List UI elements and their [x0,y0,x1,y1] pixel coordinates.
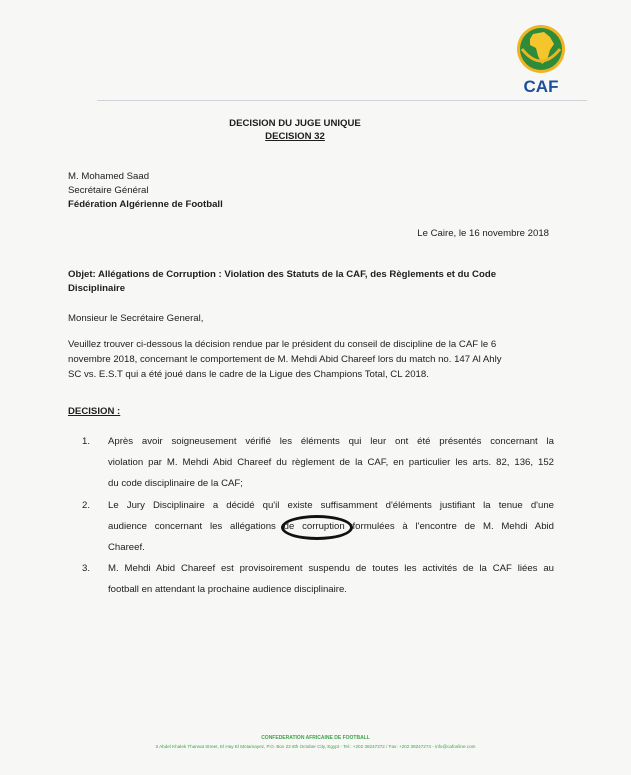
intro-line-2: novembre 2018, concernant le comportement de M. Mehdi Abid Chareef lors du match no. 147 Al Ahly [68,354,502,365]
intro-line-3: SC vs. E.S.T qui a été joué dans le cadre de la Ligue des Champions Total, CL 2018. [68,369,429,380]
item-line: Le Jury Disciplinaire a décidé qu'il existe suffisamment d'éléments justifiant la tenue d'une [108,500,554,511]
recipient-org: Fédération Algérienne de Football [68,199,223,210]
item-line: du code disciplinaire de la CAF; [108,478,243,489]
item-line: Chareef. [108,542,145,553]
item-number: 3. [82,563,91,574]
item-number: 1. [82,436,91,447]
subject-line-1: Objet: Allégations de Corruption : Violation des Statuts de la CAF, des Règlements et du Code [68,269,497,280]
intro-line-1: Veuillez trouver ci-dessous la décision rendue par le président du conseil de discipline de la CAF le 6 [68,339,497,350]
subject-line-2: Disciplinaire [68,283,126,294]
date-line: Le Caire, le 16 novembre 2018 [417,228,549,239]
item-number: 2. [82,500,91,511]
salutation: Monsieur le Secrétaire General, [68,313,204,324]
item-line: Après avoir soigneusement vérifié les éléments qui leur ont été présentés concernant la [108,436,554,447]
item-line: audience concernant les allégations de corruption formulées à l'encontre de M. Mehdi Abid [108,521,554,532]
footer-org: CONFEDERATION AFRICAINE DE FOOTBALL [261,735,370,741]
caf-logo-icon [500,20,582,100]
svg-text:CAF: CAF [523,77,559,96]
recipient-name: M. Mohamed Saad [68,171,150,182]
document-title: DECISION DU JUGE UNIQUE [229,118,361,129]
header-rule [97,100,587,101]
highlight-ellipse [281,515,353,540]
decision-number: DECISION 32 [265,131,325,142]
item-line: violation par M. Mehdi Abid Chareef du règlement de la CAF, en particulier les arts. 82, 136, 152 [108,457,554,468]
item-line: football en attendant la prochaine audience disciplinaire. [108,584,347,595]
recipient-role: Secrétaire Général [68,185,149,196]
footer-address: 3 Abdel Khalek Tharwat Street, El Hay El Motamayez, P.O. Box 23 6th October City, Egypt - Tel.: +202 38247272 / Fax: +202 38247274 - info@cafonline.com [155,744,476,749]
item-line: M. Mehdi Abid Chareef est provisoirement suspendu de toutes les activités de la CAF liées au [108,563,554,574]
decision-heading: DECISION : [68,406,121,417]
